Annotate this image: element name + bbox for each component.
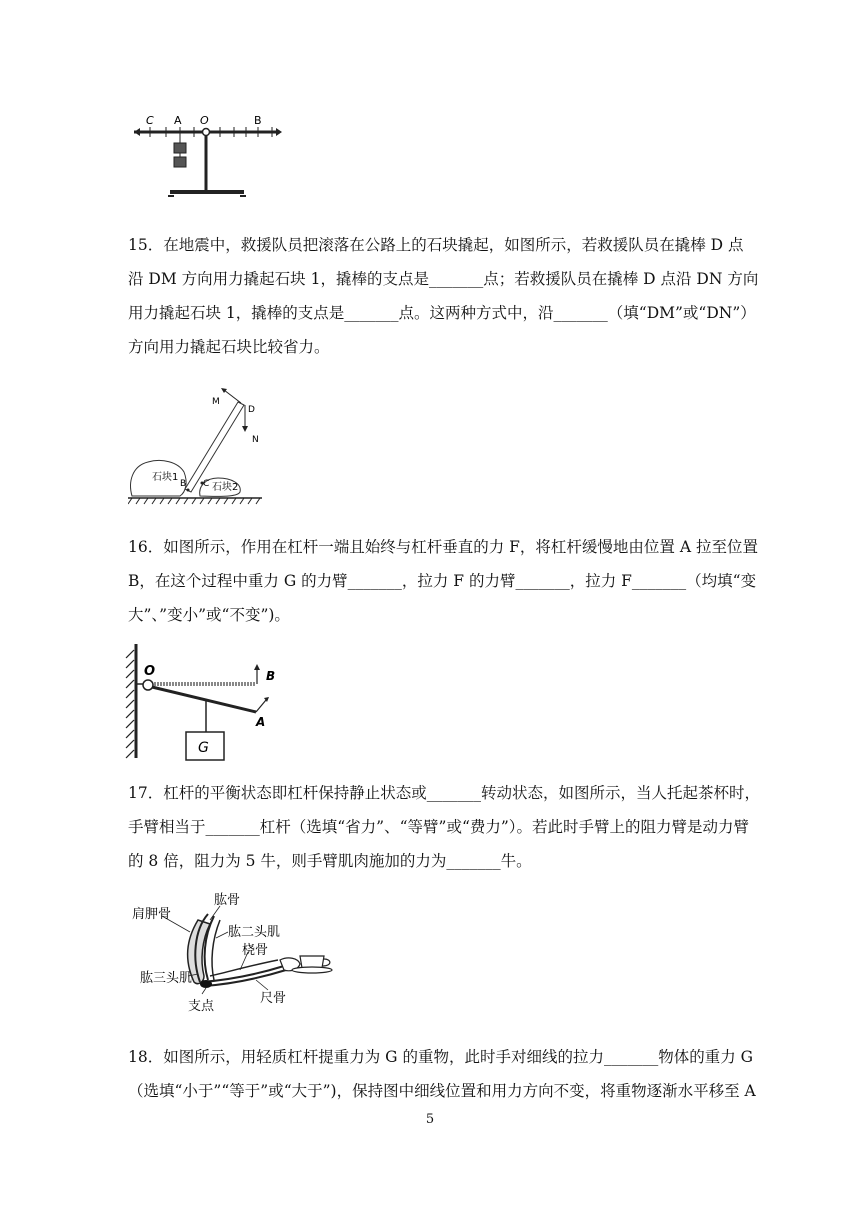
question-18 [128, 1040, 756, 1108]
label-c: C [203, 479, 210, 489]
label-scapula: 肩胛骨 [132, 907, 172, 922]
label-b: B [266, 669, 276, 683]
page-number: 5 [425, 1112, 435, 1127]
label-g: G [198, 740, 209, 756]
label-biceps: 肱二头肌 [228, 925, 281, 940]
label-m: M [212, 397, 220, 407]
question-16 [128, 530, 758, 632]
label-n: N [252, 435, 259, 445]
question-line: B，在这个过程中重力 G 的力臂_______，拉力 F 的力臂_______，拉力 F_______（均填“变 [128, 572, 757, 590]
question-line: 用力撬起石块 1，撬棒的支点是_______点。这两种方式中，沿_______（填“DM”或“DN”） [128, 304, 756, 322]
label-d: D [248, 405, 255, 415]
label-stone-2: 石块2 [212, 482, 239, 493]
question-line: 方向用力撬起石块比较省力。 [128, 338, 330, 356]
label-humerus: 肱骨 [214, 893, 241, 908]
figure-crowbar-stones [128, 386, 268, 506]
label-o: O [144, 664, 156, 679]
label-b: B [254, 114, 262, 127]
label-radius: 桡骨 [242, 943, 269, 958]
label-a: A [174, 114, 182, 127]
question-line: 18．如图所示，用轻质杠杆提重力为 G 的重物，此时手对细线的拉力_______物体的重力 G [128, 1048, 754, 1066]
question-17 [128, 776, 760, 878]
question-line: 的 8 倍，阻力为 5 牛，则手臂肌肉施加的力为_______牛。 [128, 852, 532, 870]
question-line: 16．如图所示，作用在杠杆一端且始终与杠杆垂直的力 F，将杠杆缓慢地由位置 A 拉至位置 [128, 538, 758, 556]
question-line: 大”、”变小”或“不变”)。 [128, 606, 290, 624]
label-o: O [200, 114, 209, 127]
label-stone-1: 石块1 [152, 472, 179, 483]
label-ulna: 尺骨 [260, 991, 287, 1006]
figure-arm-teacup [128, 890, 348, 1018]
label-b: B [180, 479, 187, 489]
label-a: A [256, 715, 266, 729]
question-line: 沿 DM 方向用力撬起石块 1，撬棒的支点是_______点；若救援队员在撬棒 D 点沿 DN 方向 [128, 270, 759, 288]
question-15 [128, 228, 759, 364]
label-fulcrum: 支点 [188, 999, 215, 1014]
question-line: （选填“小于”“等于”或“大于”)，保持图中细线位置和用力方向不变，将重物逐渐水平移至 A [128, 1082, 756, 1100]
question-line: 15．在地震中，救援队员把滚落在公路上的石块撬起，如图所示，若救援队员在撬棒 D 点 [128, 236, 744, 254]
label-triceps: 肱三头肌 [140, 971, 193, 986]
figure-lever-balance [128, 110, 288, 206]
figure-wall-lever [124, 644, 284, 764]
label-c: C [146, 114, 154, 127]
question-line: 17．杠杆的平衡状态即杠杆保持静止状态或_______转动状态，如图所示，当人托起茶杯时， [128, 784, 760, 802]
question-line: 手臂相当于_______杠杆（选填“省力”、“等臂”或“费力”）。若此时手臂上的阻力臂是动力臂 [128, 818, 750, 836]
